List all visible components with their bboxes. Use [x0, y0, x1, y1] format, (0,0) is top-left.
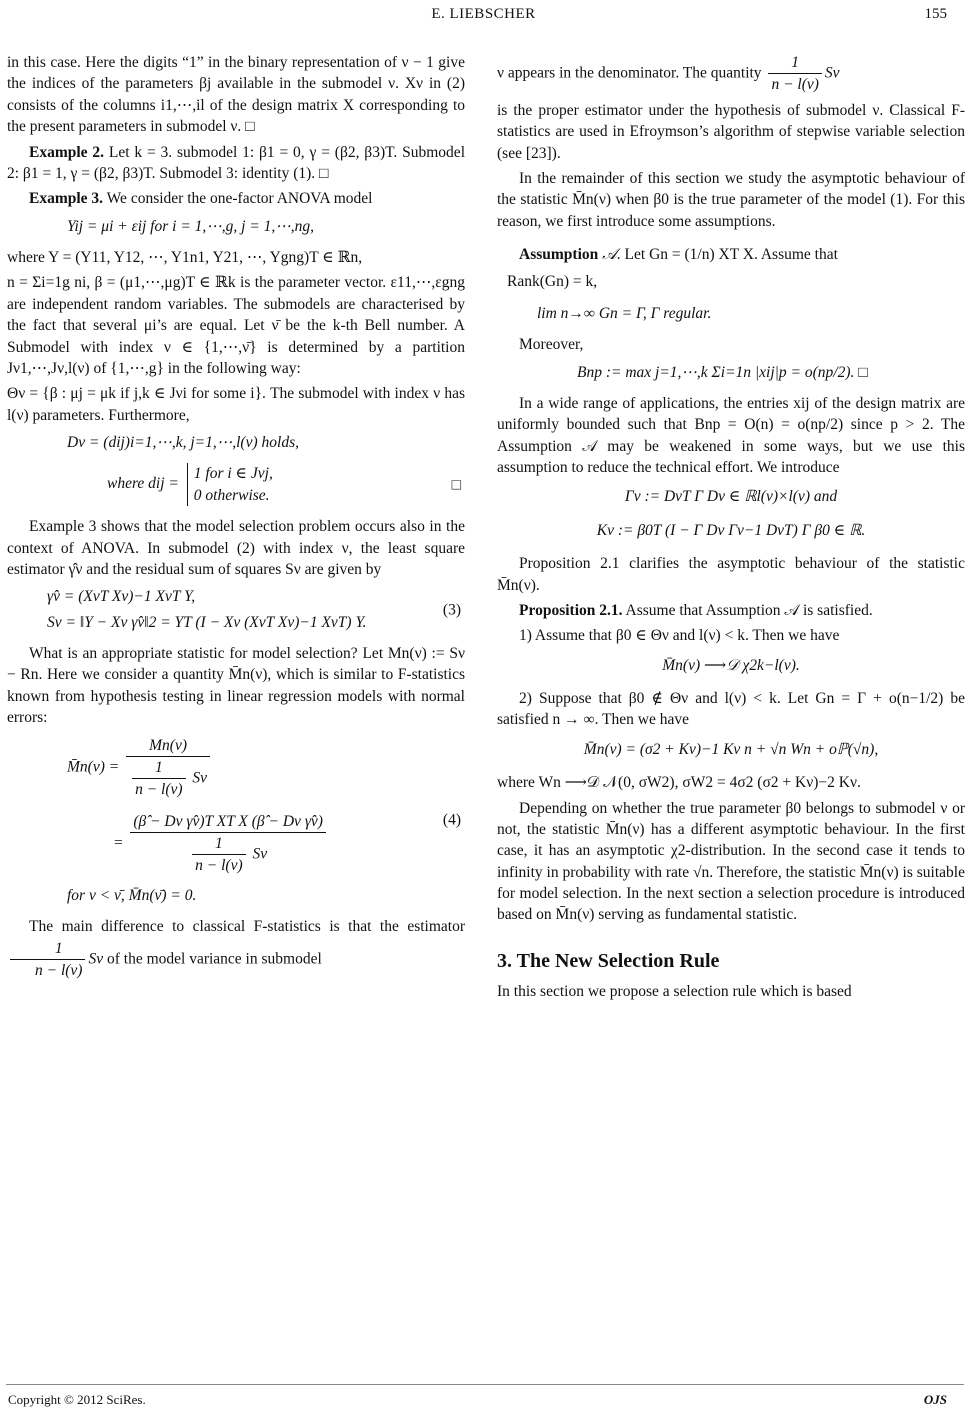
dij-case-one: 1 for i ∈ Jνj,	[193, 465, 273, 483]
example-3-label: Example 3.	[29, 190, 104, 208]
convergence-expansion: M̄n(ν) = (σ2 + Kν)−1 Kν n + √n Wn + oℙ(√n),	[583, 740, 879, 758]
example-2	[7, 142, 465, 185]
estimator-s-nu: Sν	[88, 949, 104, 967]
paragraph-range: In a wide range of applications, the entries xij of the design matrix are uniformly bounded such that Bnp = O(n) = o(np/2) since p > 2. The Assumption 𝒜 may be weakened in some ways, but we use this assumption to reduce the technical effort. We introduce	[497, 394, 965, 476]
equation-4-denominator-2	[130, 833, 326, 877]
equation-dij	[7, 463, 465, 506]
paragraph-intro: in this case. Here the digits “1” in the binary representation of ν − 1 give the indices of the parameters βj available in the submodel ν. Xν in (2) consists of the columns i1,⋯,il of the design matrix X corresponding to the present parameters in submodel ν. □	[7, 54, 465, 136]
paragraph-continued	[497, 52, 965, 96]
running-title: E. LIEBSCHER	[431, 6, 536, 22]
paragraph-statistic: What is an appropriate statistic for model selection? Let Mn(ν) := Sν − Rn. Here we consider a quantity M̄n(ν), which is similar to F-statistics known from hypothesis testing in linear regression models with normal errors:	[7, 645, 465, 727]
right-column	[497, 52, 965, 1007]
estimator-n-minus-l: n − l(ν)	[35, 961, 83, 979]
section-heading: 3. The New Selection Rule	[497, 949, 720, 972]
equation-4-one: 1	[132, 757, 185, 779]
equation-4-s-nu-2: Sν	[252, 845, 268, 863]
equation-4	[7, 735, 465, 907]
equation-4-numerator-2: (β̂ − Dν γ̂ν)T XT X (β̂ − Dν γ̂ν)	[130, 811, 326, 833]
left-column	[7, 52, 465, 985]
assumption-text: . Let Gn = (1/n) XT X. Assume that	[616, 246, 838, 263]
equation-4-equals: =	[113, 834, 124, 852]
copyright: Copyright © 2012 SciRes.	[8, 1392, 146, 1407]
equation-4-denominator-1	[126, 757, 210, 801]
equation-3	[7, 586, 465, 633]
estimator-one: 1	[10, 938, 85, 960]
continued-text-1: ν appears in the denominator. The quantity	[497, 64, 762, 82]
assumption-label: Assumption	[519, 246, 599, 263]
equation-4-lhs: M̄n(ν) =	[67, 758, 120, 776]
proposition-item-2: 2) Suppose that β0 ∉ Θν and l(ν) < k. Let Gn = Γ + o(n−1/2) be satisfied n → ∞. Then we have	[497, 690, 965, 729]
equation-3-line-1: γ̂ν = (XνT Xν)−1 XνT Y,	[47, 588, 196, 606]
footer-rule	[6, 1384, 964, 1385]
equation-4-one-2: 1	[192, 833, 245, 855]
paragraph-section: In this section we propose a selection rule which is based	[497, 983, 852, 1001]
paragraph-proposition-intro: Proposition 2.1 clarifies the asymptotic behaviour of the statistic M̄n(ν).	[497, 555, 965, 594]
difference-text-1: The main difference to classical F-statistics is that the estimator	[29, 918, 465, 936]
equation-4-inner-fraction-2	[192, 833, 245, 877]
limit-condition: lim n→∞ Gn = Γ, Γ regular.	[537, 304, 712, 322]
equation-3-number: (3)	[442, 600, 461, 618]
dij-case-zero: 0 otherwise.	[193, 486, 270, 504]
proposition-text: Assume that Assumption 𝒜 is satisfied.	[625, 601, 873, 619]
quantity-one: 1	[768, 52, 821, 74]
equation-4-fraction-1	[126, 735, 210, 801]
gamma-nu-definition: Γν := DνT Γ Dν ∈ ℝl(ν)×l(ν) and	[624, 488, 838, 506]
example-3	[7, 188, 465, 209]
example-3-text: We consider the one-factor ANOVA model	[106, 190, 373, 208]
quantity-s-nu: Sν	[824, 64, 840, 82]
rank-condition: Rank(Gn) = k,	[507, 273, 598, 291]
page-footer	[0, 1392, 967, 1414]
assumption-symbol: 𝒜	[602, 246, 617, 263]
equation-3-line-2: Sν = ‖Y − Xν γ̂ν‖2 = YT (I − Xν (XνT Xν)−1 XνT) Y.	[47, 613, 367, 631]
difference-text-2: of the model variance in submodel	[106, 949, 322, 967]
equation-4-condition: for ν < ν̄, M̄n(ν̄) = 0.	[67, 886, 197, 904]
example-2-text: Let k = 3. submodel 1: β1 = 0, γ = (β2, β3)T. Submodel 2: β1 = 1, γ = (β2, β3)T. Submodel 3: identity (1). □	[7, 143, 465, 182]
proposition-item-1: 1) Assume that β0 ∈ Θν and l(ν) < k. Then we have	[519, 627, 840, 645]
paragraph-difference	[7, 916, 465, 981]
bnp-definition: Bnp := max j=1,⋯,k Σi=1n |xij|p = o(np/2). □	[577, 363, 868, 381]
theta-definition: Θν = {β : μj = μk if j,k ∈ Jνi for some i}. The submodel with index ν has l(ν) parameters. Furthermore,	[7, 385, 465, 424]
page-header	[0, 0, 967, 30]
estimator-fraction	[10, 938, 85, 982]
equation-4-numerator-1: Mn(ν)	[126, 735, 210, 757]
where-w: where Wn ⟶𝒟 𝒩(0, σW2), σW2 = 4σ2 (σ2 + Kν)−2 Kν.	[497, 774, 861, 792]
equation-4-s-nu: Sν	[192, 769, 208, 787]
paragraph-depending: Depending on whether the true parameter β0 belongs to submodel ν or not, the statistic M̄n(ν) has a different asymptotic behaviour. In the first case, it has an asymptotic χ2-distribution. In the second case it tends to infinity in probability with rate √n. Therefore, the statistic M̄n(ν) is suitable for model selection. In the next section a selection procedure is introduced based on M̄n(ν) serving as fundamental statistic.	[497, 799, 965, 924]
assumption	[497, 244, 965, 265]
equation-4-n-minus-l-2: n − l(ν)	[195, 857, 243, 875]
moreover-text: Moreover,	[519, 336, 584, 354]
equation-4-number: (4)	[442, 811, 461, 829]
dij-where: where dij =	[107, 475, 179, 493]
where-n: n = Σi=1g ni, β = (μ1,⋯,μg)T ∈ ℝk is the parameter vector. ε11,⋯,εgng are independent random variables. The submodels are characterised by the fact that several μi’s are equal. Let ν̄ be the k-th Bell number. A Submodel with index ν ∈ {1,⋯,ν̄} is determined by a partition Jν1,⋯,Jν,l(ν) of {1,⋯,g} in the following way:	[7, 274, 465, 377]
equation-d-nu: Dν = (dij)i=1,⋯,k, j=1,⋯,l(ν) holds,	[67, 434, 299, 451]
paragraph-proper-estimator: is the proper estimator under the hypothesis of submodel ν. Classical F-statistics are used in Efroymson’s algorithm of stepwise variable selection (see [23]).	[497, 101, 965, 162]
end-mark: □	[451, 476, 461, 494]
equation-4-n-minus-l: n − l(ν)	[135, 781, 183, 799]
where-y: where Y = (Y11, Y12, ⋯, Y1n1, Y21, ⋯, Ygng)T ∈ ℝn,	[7, 249, 363, 266]
proposition-label: Proposition 2.1.	[519, 601, 623, 619]
proposition	[497, 600, 965, 621]
k-nu-definition: Kν := β0T (I − Γ Dν Γν−1 DνT) Γ β0 ∈ ℝ.	[596, 521, 866, 539]
paragraph-remainder: In the remainder of this section we study the asymptotic behaviour of the statistic M̄n(ν) when β0 is the true parameter of the model (1). For this reason, we first introduce some assumptions.	[497, 169, 965, 230]
page-number: 155	[924, 6, 947, 22]
equation-anova: Yij = μi + εij for i = 1,⋯,g, j = 1,⋯,ng,	[67, 217, 315, 235]
journal-abbrev: OJS	[923, 1392, 947, 1407]
convergence-chi-square: M̄n(ν) ⟶𝒟 χ2k−l(ν).	[662, 656, 800, 674]
equation-4-inner-fraction	[132, 757, 185, 801]
example-2-label: Example 2.	[29, 143, 105, 161]
quantity-n-minus-l: n − l(ν)	[771, 76, 819, 94]
paragraph-anova: Example 3 shows that the model selection problem occurs also in the context of ANOVA. In submodel (2) with index ν, the least square estimator γ̂ν and the residual sum of squares Sν are given by	[7, 518, 465, 578]
quantity-fraction	[768, 52, 821, 96]
equation-4-fraction-2	[130, 811, 326, 877]
